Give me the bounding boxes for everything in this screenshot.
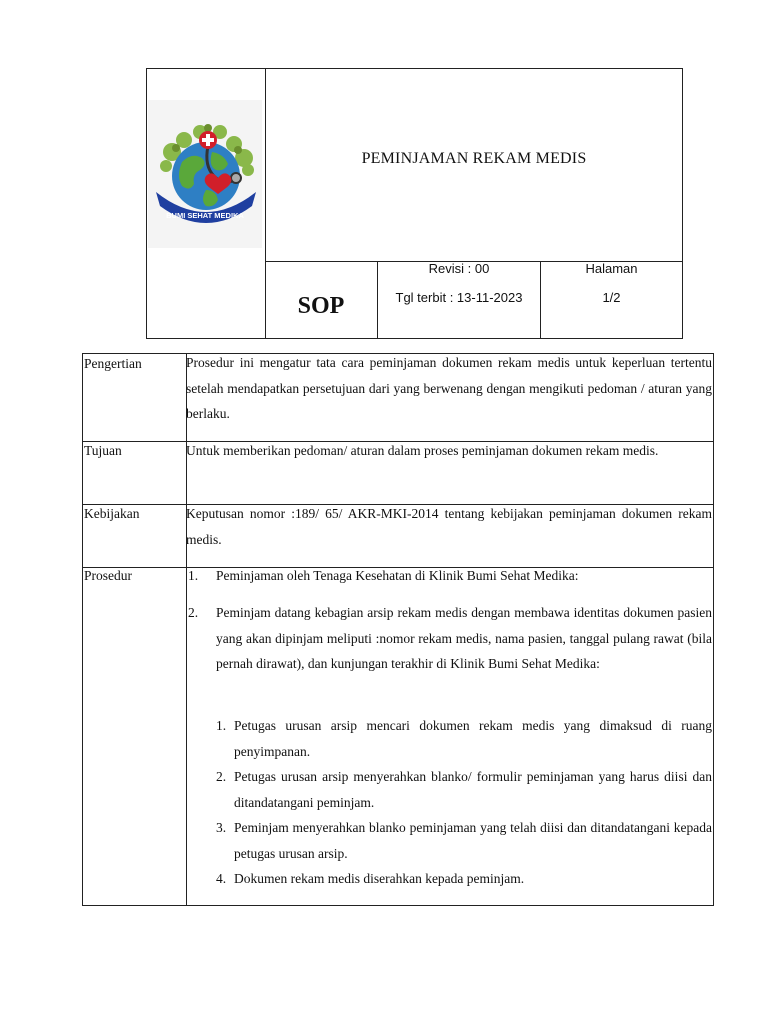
- step-text: Peminjam datang kebagian arsip rekam medis dengan membawa identitas dokumen pasien yang akan dipinjam meliputi :nomor rekam medis, nama pasien, tanggal pulang rawat (bila pernah dirawat), dan kunjungan terakhir di Klinik Bumi Sehat Medika:: [216, 605, 712, 671]
- svg-text:BUMI SEHAT MEDIKA: BUMI SEHAT MEDIKA: [166, 211, 244, 220]
- substep-text: Peminjam menyerahkan blanko peminjaman yang telah diisi dan ditandatangani kepada petugas urusan arsip.: [234, 820, 712, 861]
- step-text: Peminjaman oleh Tenaga Kesehatan di Klinik Bumi Sehat Medika:: [216, 568, 579, 583]
- clinic-logo: [148, 100, 262, 248]
- row-label-prosedur: Prosedur: [84, 568, 132, 583]
- step-number: 1.: [188, 568, 199, 583]
- row-label-pengertian: Pengertian: [84, 356, 142, 371]
- sop-label: SOP: [297, 293, 345, 319]
- substep-number: 3.: [216, 820, 227, 835]
- row-label-tujuan: Tujuan: [84, 443, 122, 458]
- substep-number: 2.: [216, 769, 227, 784]
- substep-number: 1.: [216, 718, 227, 733]
- issue-date: Tgl terbit : 13-11-2023: [395, 290, 523, 305]
- substep-text: Petugas urusan arsip menyerahkan blanko/ formulir peminjaman yang harus diisi dan ditandatangani peminjam.: [234, 769, 712, 810]
- divider: [186, 354, 187, 905]
- substep-text: Dokumen rekam medis diserahkan kepada peminjam.: [234, 871, 525, 886]
- page-label: Halaman: [585, 261, 638, 276]
- document-title: PEMINJAMAN REKAM MEDIS: [361, 150, 587, 167]
- row-text-pengertian: Prosedur ini mengatur tata cara peminjaman dokumen rekam medis untuk keperluan tertentu setelah mendapatkan persetujuan dari yang berwenang dengan mengikuti pedoman / aturan yang berlaku.: [186, 355, 712, 421]
- page-number: 1/2: [602, 290, 621, 305]
- row-label-kebijakan: Kebijakan: [84, 506, 140, 521]
- row-text-tujuan: Untuk memberikan pedoman/ aturan dalam proses peminjaman dokumen rekam medis.: [186, 443, 659, 458]
- substep-number: 4.: [216, 871, 227, 886]
- row-text-kebijakan: Keputusan nomor :189/ 65/ AKR-MKI-2014 tentang kebijakan peminjaman dokumen rekam medis.: [186, 506, 712, 547]
- substep-text: Petugas urusan arsip mencari dokumen rekam medis yang dimaksud di ruang penyimpanan.: [234, 718, 712, 759]
- revision-number: Revisi : 00: [428, 261, 490, 276]
- step-number: 2.: [188, 605, 199, 620]
